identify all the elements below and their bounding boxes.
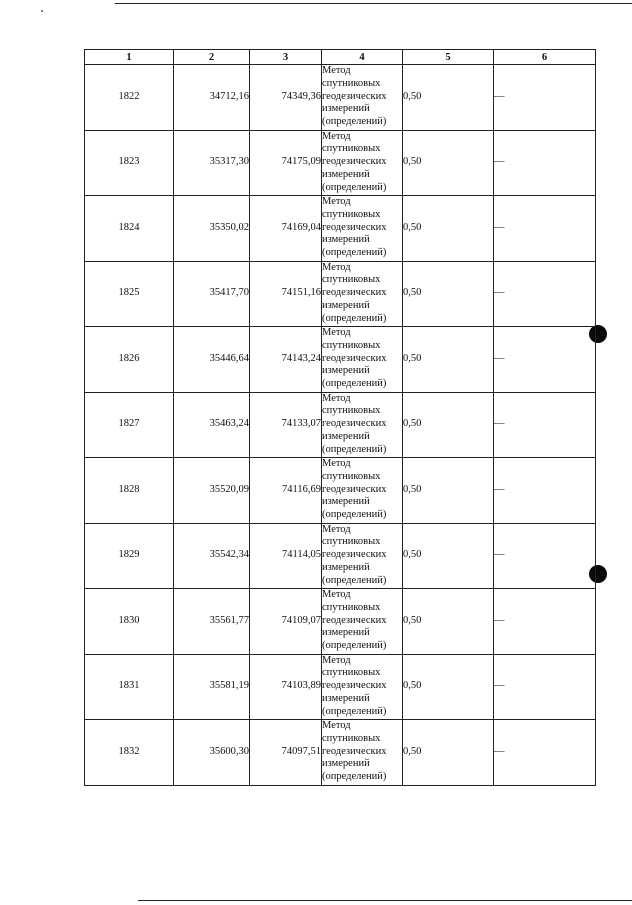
point-number-cell: 1826 [85,327,174,393]
note-cell: — [494,196,596,262]
header-col-3: 3 [250,50,322,65]
point-number-cell: 1822 [85,65,174,131]
table-row [85,196,596,262]
table-row [85,261,596,327]
x-coordinate-cell: 35350,02 [174,196,250,262]
table-row [85,654,596,720]
point-number-cell: 1831 [85,654,174,720]
point-number-cell: 1830 [85,589,174,655]
note-cell: — [494,654,596,720]
bottom-rule [138,900,632,901]
y-coordinate-cell: 74116,69 [250,458,322,524]
note-cell: — [494,65,596,131]
x-coordinate-cell: 35446,64 [174,327,250,393]
note-cell: — [494,261,596,327]
note-cell: — [494,720,596,786]
header-col-6: 6 [494,50,596,65]
table-row [85,720,596,786]
accuracy-cell: 0,50 [403,458,494,524]
y-coordinate-cell: 74103,89 [250,654,322,720]
x-coordinate-cell: 35417,70 [174,261,250,327]
table-row [85,589,596,655]
y-coordinate-cell: 74169,04 [250,196,322,262]
point-number-cell: 1823 [85,130,174,196]
y-coordinate-cell: 74151,16 [250,261,322,327]
point-number-cell: 1828 [85,458,174,524]
accuracy-cell: 0,50 [403,523,494,589]
y-coordinate-cell: 74109,07 [250,589,322,655]
coordinates-table [84,49,596,786]
method-cell: Метод спутниковых геодезических измерений (определений) [322,196,403,262]
table-row [85,327,596,393]
accuracy-cell: 0,50 [403,720,494,786]
note-cell: — [494,589,596,655]
method-cell: Метод спутниковых геодезических измерений (определений) [322,654,403,720]
table-row [85,130,596,196]
table-row [85,392,596,458]
method-cell: Метод спутниковых геодезических измерений (определений) [322,523,403,589]
point-number-cell: 1825 [85,261,174,327]
method-cell: Метод спутниковых геодезических измерений (определений) [322,392,403,458]
header-col-2: 2 [174,50,250,65]
accuracy-cell: 0,50 [403,327,494,393]
x-coordinate-cell: 35317,30 [174,130,250,196]
point-number-cell: 1824 [85,196,174,262]
point-number-cell: 1827 [85,392,174,458]
y-coordinate-cell: 74133,07 [250,392,322,458]
header-col-4: 4 [322,50,403,65]
method-cell: Метод спутниковых геодезических измерений (определений) [322,130,403,196]
x-coordinate-cell: 35600,30 [174,720,250,786]
method-cell: Метод спутниковых геодезических измерений (определений) [322,261,403,327]
method-cell: Метод спутниковых геодезических измерений (определений) [322,589,403,655]
accuracy-cell: 0,50 [403,196,494,262]
point-number-cell: 1829 [85,523,174,589]
table-row [85,458,596,524]
top-rule [115,3,632,4]
accuracy-cell: 0,50 [403,589,494,655]
method-cell: Метод спутниковых геодезических измерений (определений) [322,720,403,786]
x-coordinate-cell: 35542,34 [174,523,250,589]
accuracy-cell: 0,50 [403,261,494,327]
point-number-cell: 1832 [85,720,174,786]
scan-speck [41,10,43,12]
y-coordinate-cell: 74097,51 [250,720,322,786]
accuracy-cell: 0,50 [403,130,494,196]
method-cell: Метод спутниковых геодезических измерений (определений) [322,458,403,524]
table-header-row [85,50,596,65]
method-cell: Метод спутниковых геодезических измерений (определений) [322,65,403,131]
accuracy-cell: 0,50 [403,65,494,131]
note-cell: — [494,523,596,589]
accuracy-cell: 0,50 [403,392,494,458]
table-row [85,523,596,589]
note-cell: — [494,392,596,458]
note-cell: — [494,327,596,393]
y-coordinate-cell: 74114,05 [250,523,322,589]
x-coordinate-cell: 35463,24 [174,392,250,458]
header-col-5: 5 [403,50,494,65]
method-cell: Метод спутниковых геодезических измерений (определений) [322,327,403,393]
x-coordinate-cell: 34712,16 [174,65,250,131]
x-coordinate-cell: 35520,09 [174,458,250,524]
note-cell: — [494,458,596,524]
accuracy-cell: 0,50 [403,654,494,720]
table-row [85,65,596,131]
y-coordinate-cell: 74175,09 [250,130,322,196]
note-cell: — [494,130,596,196]
x-coordinate-cell: 35561,77 [174,589,250,655]
y-coordinate-cell: 74143,24 [250,327,322,393]
x-coordinate-cell: 35581,19 [174,654,250,720]
y-coordinate-cell: 74349,36 [250,65,322,131]
header-col-1: 1 [85,50,174,65]
